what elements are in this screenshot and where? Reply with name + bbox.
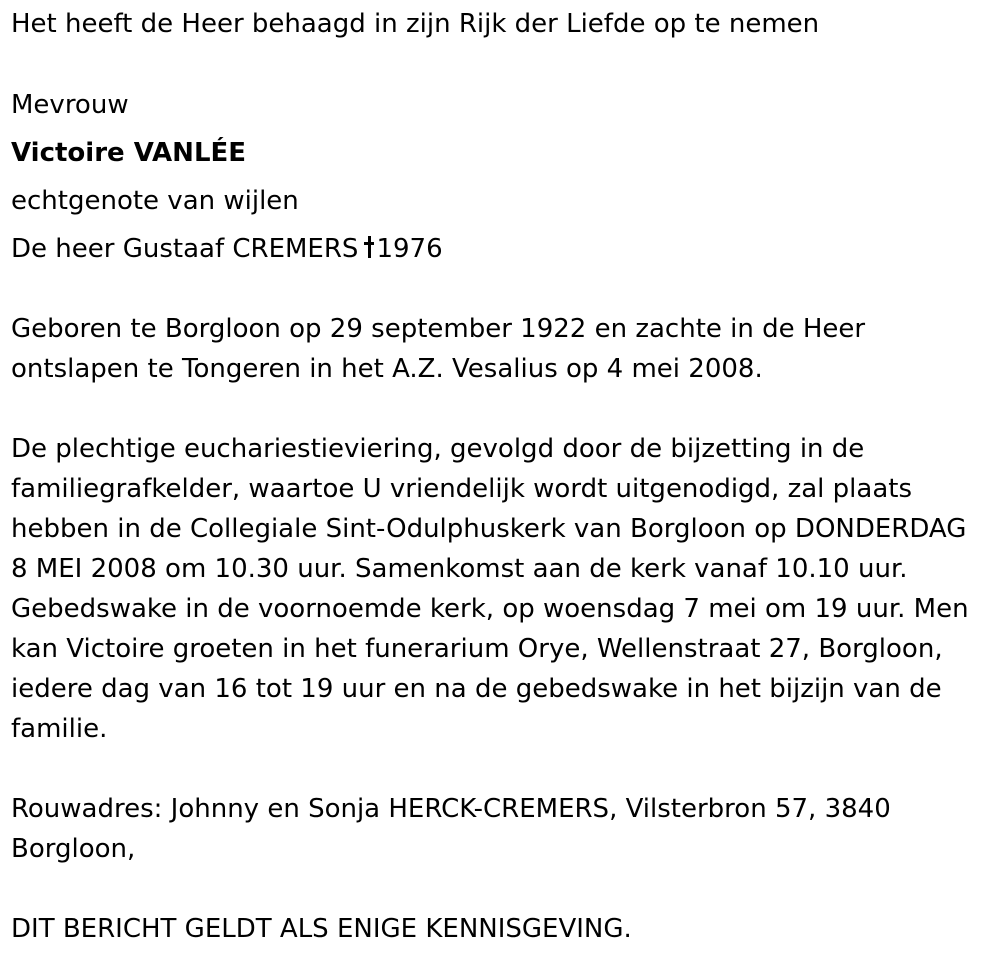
relation-text: echtgenote van wijlen [11,186,299,216]
birth-death-line: Geboren te Borgloon op 29 september 1922 en zachte in de Heer [11,314,866,344]
ceremony-line: familie. [11,714,108,744]
ceremony-line: 8 MEI 2008 om 10.30 uur. Samenkomst aan de kerk vanaf 10.10 uur. [11,554,908,584]
cross-icon [364,236,374,258]
intro-text: Het heeft de Heer behaagd in zijn Rijk der Liefde op te nemen [11,9,820,39]
ceremony-line: kan Victoire groeten in het funerarium Orye, Wellenstraat 27, Borgloon, [11,634,943,664]
ceremony-line: iedere dag van 16 tot 19 uur en na de gebedswake in het bijzijn van de [11,674,942,704]
ceremony-line: Gebedswake in de voornoemde kerk, op woensdag 7 mei om 19 uur. Men [11,594,969,624]
salutation: Mevrouw [11,90,129,120]
ceremony-line: De plechtige euchariestieviering, gevolgd door de bijzetting in de [11,434,865,464]
closing-text: DIT BERICHT GELDT ALS ENIGE KENNISGEVING. [11,914,632,944]
ceremony-line: familiegrafkelder, waartoe U vriendelijk wordt uitgenodigd, zal plaats [11,474,912,504]
address-line: Borgloon, [11,834,136,864]
deceased-name: Victoire VANLÉE [11,138,247,168]
address-line: Rouwadres: Johnny en Sonja HERCK-CREMERS, Vilsterbron 57, 3840 [11,794,891,824]
spouse-death-year: 1976 [376,234,443,264]
spouse-line [11,229,443,269]
spouse-name: De heer Gustaaf CREMERS [11,234,359,264]
ceremony-line: hebben in de Collegiale Sint-Odulphuskerk van Borgloon op DONDERDAG [11,514,967,544]
birth-death-line: ontslapen te Tongeren in het A.Z. Vesalius op 4 mei 2008. [11,354,763,384]
